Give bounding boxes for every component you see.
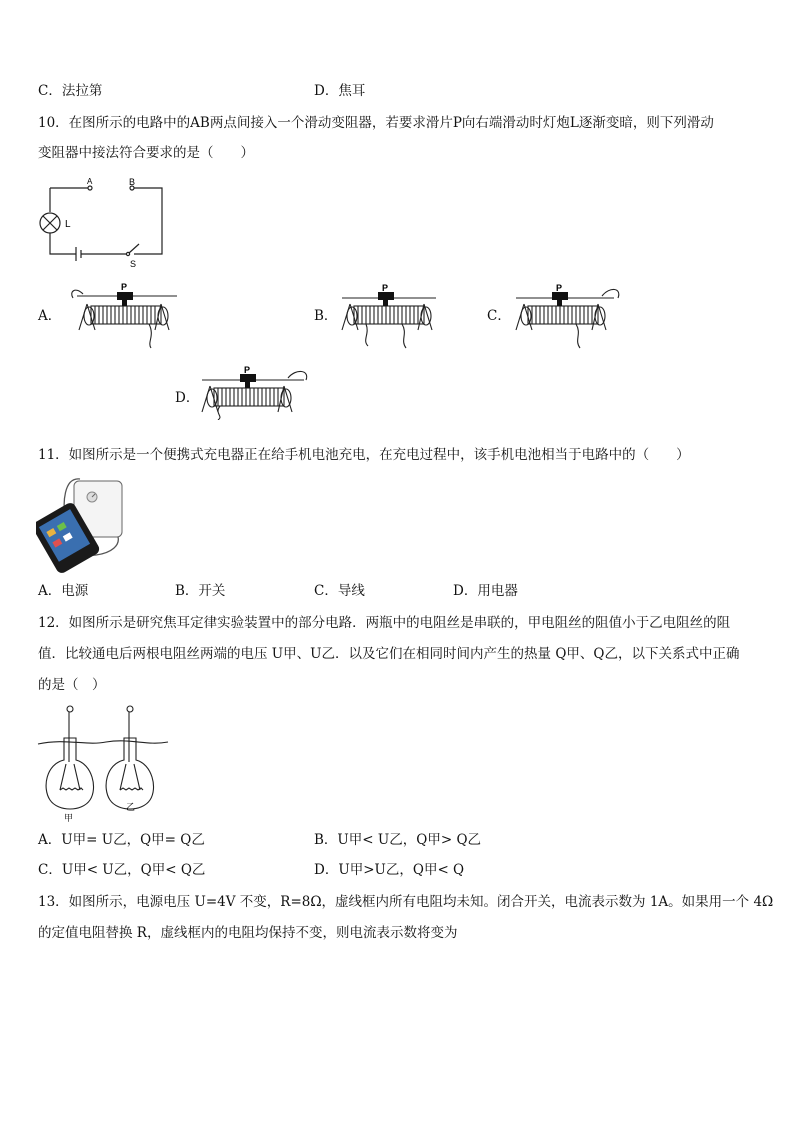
q11-option-c: C．导线: [314, 583, 365, 599]
circuit-label-s: S: [130, 259, 137, 269]
q11-option-a: A．电源: [38, 583, 89, 599]
q12-stem-line3: 的是（ ）: [38, 677, 106, 693]
slider-label-a: P: [121, 282, 128, 292]
q12-option-a: A．U甲= U乙，Q甲= Q乙: [38, 832, 205, 848]
q12-stem-line2: 值．比较通电后两根电阻丝两端的电压 U甲、U乙．以及它们在相同时间内产生的热量 Q甲、Q乙，以下关系式中正确: [38, 646, 740, 662]
q12-flask-apparatus: [36, 702, 171, 822]
rheostat-a-figure: [65, 282, 187, 350]
slider-label-d: P: [244, 365, 251, 375]
q11-stem: 11．如图所示是一个便携式充电器正在给手机电池充电，在充电过程中，该手机电池相当于电路中的（ ）: [38, 447, 690, 463]
q10-stem-line1: 10．在图所示的电路中的AB两点间接入一个滑动变阻器，若要求滑片P向右端滑动时灯炮L逐渐变暗，则下列滑动: [38, 115, 714, 131]
slider-label-b: P: [382, 283, 389, 293]
charger-phone-image: [36, 473, 132, 573]
flask-label-yi: 乙: [126, 803, 136, 813]
circuit-label-l: L: [65, 219, 71, 230]
q9-option-c: C．法拉第: [38, 83, 103, 99]
rheostat-c-figure: [510, 282, 632, 350]
q9-option-d: D．焦耳: [314, 83, 366, 99]
q12-option-b: B．U甲< U乙，Q甲> Q乙: [314, 832, 482, 848]
q12-stem-line1: 12．如图所示是研究焦耳定律实验装置中的部分电路．两瓶中的电阻丝是串联的，甲电阻丝的阻值小于乙电阻丝的阻: [38, 615, 731, 631]
q10-option-c: C．: [487, 308, 511, 324]
flask-label-jia: 甲: [64, 814, 74, 822]
q12-option-d: D．U甲>U乙，Q甲< Q: [314, 862, 465, 878]
q10-option-a: A．: [38, 308, 62, 324]
q10-option-b: B．: [314, 308, 338, 324]
q11-option-b: B．开关: [175, 583, 226, 599]
circuit-label-a: A: [87, 177, 93, 186]
rheostat-d-figure: [196, 364, 320, 420]
q13-stem-line1: 13．如图所示，电源电压 U=4V 不变，R=8Ω，虚线框内所有电阻均未知。闭合开关，电流表示数为 1A。如果用一个 4Ω: [38, 894, 774, 910]
q12-option-c: C．U甲< U乙，Q甲< Q乙: [38, 862, 206, 878]
q10-stem-line2: 变阻器中接法符合要求的是（ ）: [38, 145, 254, 161]
q11-option-d: D．用电器: [453, 583, 518, 599]
q10-option-d: D．: [175, 390, 200, 406]
q13-stem-line2: 的定值电阻替换 R，虚线框内的电阻均保持不变，则电流表示数将变为: [38, 925, 458, 941]
circuit-label-b: B: [129, 177, 136, 187]
slider-label-c: P: [556, 283, 563, 293]
rheostat-b-figure: [336, 282, 446, 350]
q10-circuit-diagram: [36, 175, 171, 270]
